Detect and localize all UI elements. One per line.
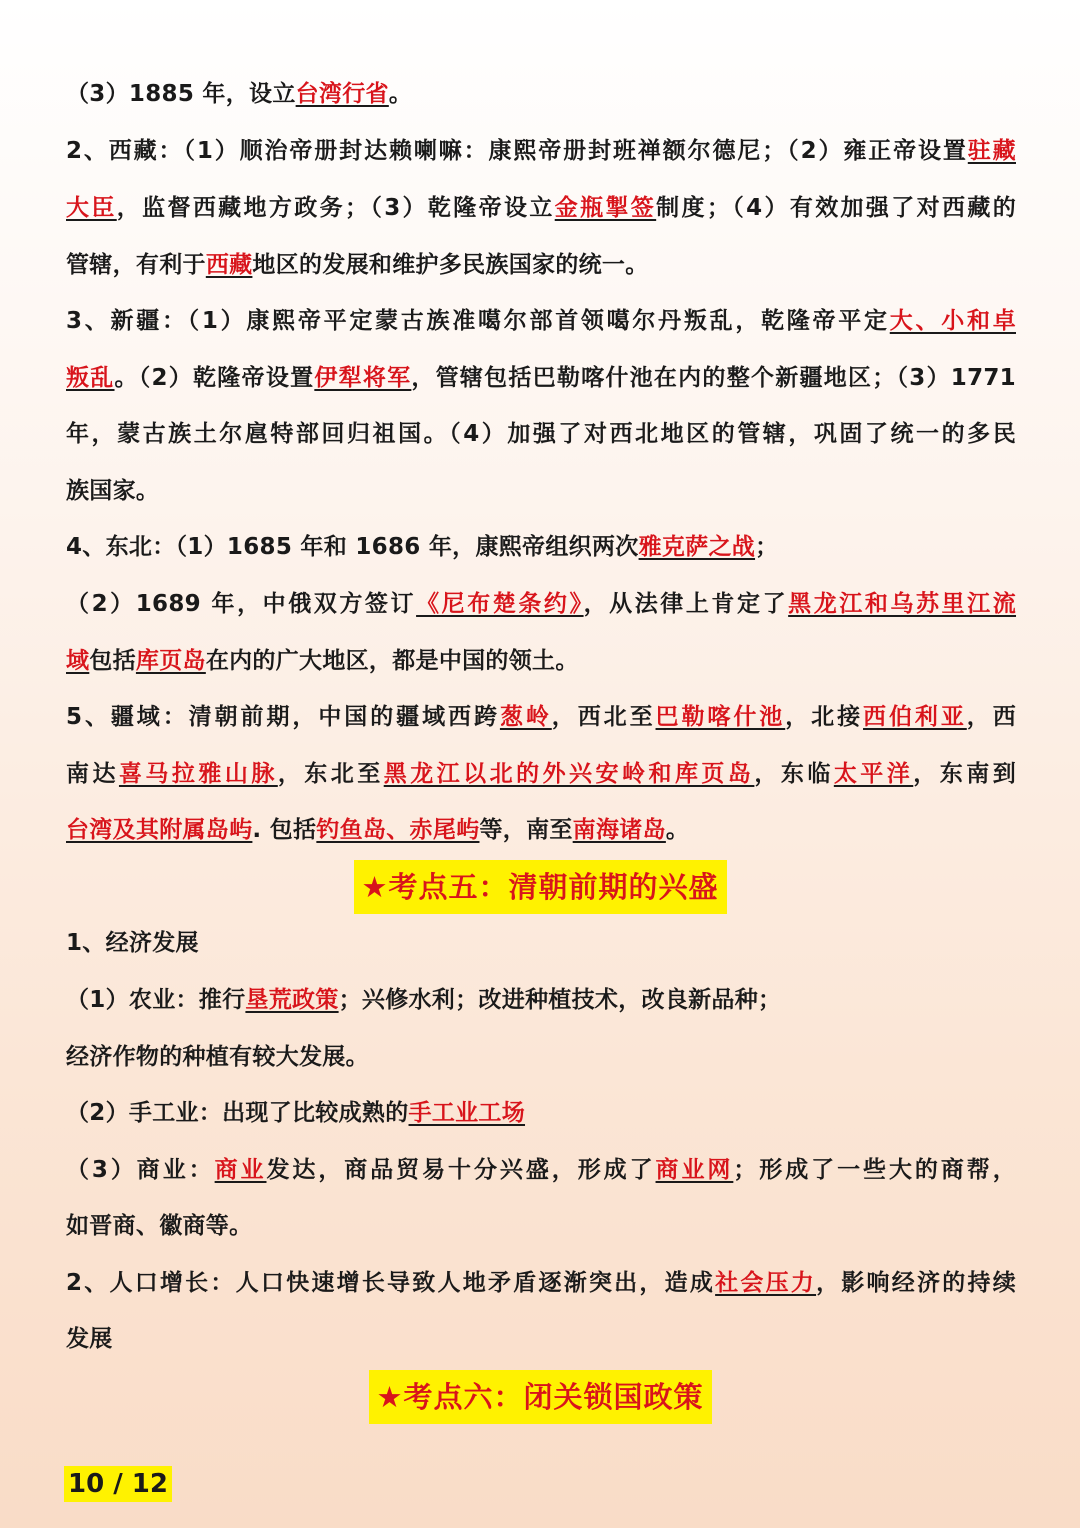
text-line — [66, 584, 1016, 624]
text-segment: （2）手工业：出现了比较成熟的 — [66, 1100, 409, 1126]
key-term: 商业网 — [655, 1157, 734, 1183]
text-line — [66, 1037, 1016, 1077]
text-segment: ，东南到 — [913, 761, 1016, 787]
key-term: 台湾及其附属岛屿 — [66, 817, 253, 843]
key-term: 黑龙江以北的外兴安岭和库页岛 — [383, 761, 755, 787]
text-segment: 包括 — [89, 648, 136, 674]
text-segment: 年，蒙古族土尔扈特部回归祖国。（4）加强了对西北地区的管辖，巩固了统一的多民 — [66, 421, 1016, 447]
text-segment: 管辖，有利于 — [66, 252, 206, 278]
key-term: 驻藏 — [967, 138, 1016, 164]
text-segment: ，影响经济的持续 — [816, 1270, 1017, 1296]
text-segment: 4、东北：（1）1685 年和 1686 年，康熙帝组织两次 — [66, 534, 639, 560]
text-segment: 地区的发展和维护多民族国家的统一。 — [252, 252, 649, 278]
text-line — [66, 754, 1016, 794]
text-segment: ；兴修水利；改进种植技术，改良新品种； — [338, 987, 782, 1013]
text-line — [66, 1150, 1016, 1190]
text-segment: 。 — [665, 817, 690, 843]
text-segment: （3）1885 年，设立 — [66, 81, 296, 107]
text-line — [66, 188, 1016, 228]
text-segment: 制度；（4）有效加强了对西藏的 — [656, 195, 1017, 221]
key-term: 南海诸岛 — [572, 817, 666, 843]
text-segment: （3）商业： — [66, 1157, 215, 1183]
key-term: 金瓶掣签 — [554, 195, 657, 221]
key-term: 钓鱼岛、赤尾屿 — [316, 817, 480, 843]
section-heading-6: ★考点六：闭关锁国政策 — [369, 1370, 712, 1424]
text-segment: 。（2）乾隆帝设置 — [114, 365, 315, 391]
text-line — [66, 301, 1016, 341]
text-segment: ； — [755, 534, 779, 560]
section-heading-5: ★考点五：清朝前期的兴盛 — [354, 860, 727, 914]
text-segment: ，管辖包括巴勒喀什池在内的整个新疆地区；（3）1771 — [411, 365, 1016, 391]
text-segment: ，从法律上肯定了 — [583, 591, 789, 617]
text-segment: 在内的广大地区，都是中国的领土。 — [205, 648, 579, 674]
key-term: 大、小和卓 — [889, 308, 1016, 334]
text-segment: 如晋商、徽商等。 — [66, 1213, 253, 1239]
text-line — [66, 471, 1016, 511]
text-line — [66, 980, 1016, 1020]
text-line — [66, 74, 1016, 114]
text-line — [66, 1263, 1016, 1303]
key-term: 喜马拉雅山脉 — [118, 761, 278, 787]
key-term: 域 — [66, 648, 90, 674]
text-line — [66, 697, 1016, 737]
text-line — [66, 1319, 1016, 1359]
text-segment: 1、经济发展 — [66, 930, 199, 956]
text-segment: ，东北至 — [277, 761, 384, 787]
key-term: 雅克萨之战 — [638, 534, 756, 560]
text-segment: 族国家。 — [66, 478, 160, 504]
key-term: 叛乱 — [66, 365, 115, 391]
text-line — [66, 414, 1016, 454]
text-segment: 等，南至 — [479, 817, 573, 843]
text-segment: 发达，商品贸易十分兴盛，形成了 — [266, 1157, 656, 1183]
text-segment: ，北接 — [785, 704, 864, 730]
text-line — [66, 641, 1016, 681]
key-term: 社会压力 — [715, 1270, 817, 1296]
key-term: 《尼布楚条约》 — [416, 591, 584, 617]
text-segment: （2）1689 年，中俄双方签订 — [66, 591, 417, 617]
text-segment: （1）农业：推行 — [66, 987, 246, 1013]
text-segment: ，西北至 — [551, 704, 656, 730]
key-term: 库页岛 — [135, 648, 206, 674]
key-term: 手工业工场 — [408, 1100, 526, 1126]
text-segment: 经济作物的种植有较大发展。 — [66, 1044, 369, 1070]
text-line — [66, 810, 1016, 850]
text-segment: 5、疆域：清朝前期，中国的疆域西跨 — [66, 704, 500, 730]
key-term: 台湾行省 — [295, 81, 389, 107]
text-line — [66, 358, 1016, 398]
text-segment: 3、新疆：（1）康熙帝平定蒙古族准噶尔部首领噶尔丹叛乱，乾隆帝平定 — [66, 308, 890, 334]
text-line — [66, 527, 1016, 567]
key-term: 西藏 — [205, 252, 253, 278]
key-term: 伊犁将军 — [314, 365, 412, 391]
text-line — [66, 245, 1016, 285]
text-segment: 2、西藏：（1）顺治帝册封达赖喇嘛：康熙帝册封班禅额尔德尼；（2）雍正帝设置 — [66, 138, 968, 164]
text-line — [66, 923, 1016, 963]
text-segment: . 包括 — [252, 817, 317, 843]
section-heading-6-wrap — [0, 1370, 1080, 1424]
text-segment: ，监督西藏地方政务；（3）乾隆帝设立 — [116, 195, 555, 221]
text-segment: 南达 — [66, 761, 119, 787]
text-line — [66, 1093, 1016, 1133]
key-term: 黑龙江和乌苏里江流 — [788, 591, 1017, 617]
key-term: 葱岭 — [499, 704, 552, 730]
key-term: 太平洋 — [833, 761, 914, 787]
key-term: 大臣 — [66, 195, 117, 221]
text-segment: ，西 — [966, 704, 1017, 730]
text-line — [66, 131, 1016, 171]
text-line — [66, 1206, 1016, 1246]
text-segment: 。 — [388, 81, 413, 107]
text-segment: ；形成了一些大的商帮， — [733, 1157, 1016, 1183]
text-segment: 发展 — [66, 1326, 113, 1352]
text-segment: ，东临 — [754, 761, 834, 787]
key-term: 巴勒喀什池 — [655, 704, 786, 730]
key-term: 垦荒政策 — [245, 987, 339, 1013]
key-term: 商业 — [214, 1157, 267, 1183]
text-segment: 2、人口增长：人口快速增长导致人地矛盾逐渐突出，造成 — [66, 1270, 716, 1296]
key-term: 西伯利亚 — [863, 704, 967, 730]
page-number: 10 / 12 — [64, 1466, 172, 1502]
section-heading-5-wrap — [0, 860, 1080, 914]
